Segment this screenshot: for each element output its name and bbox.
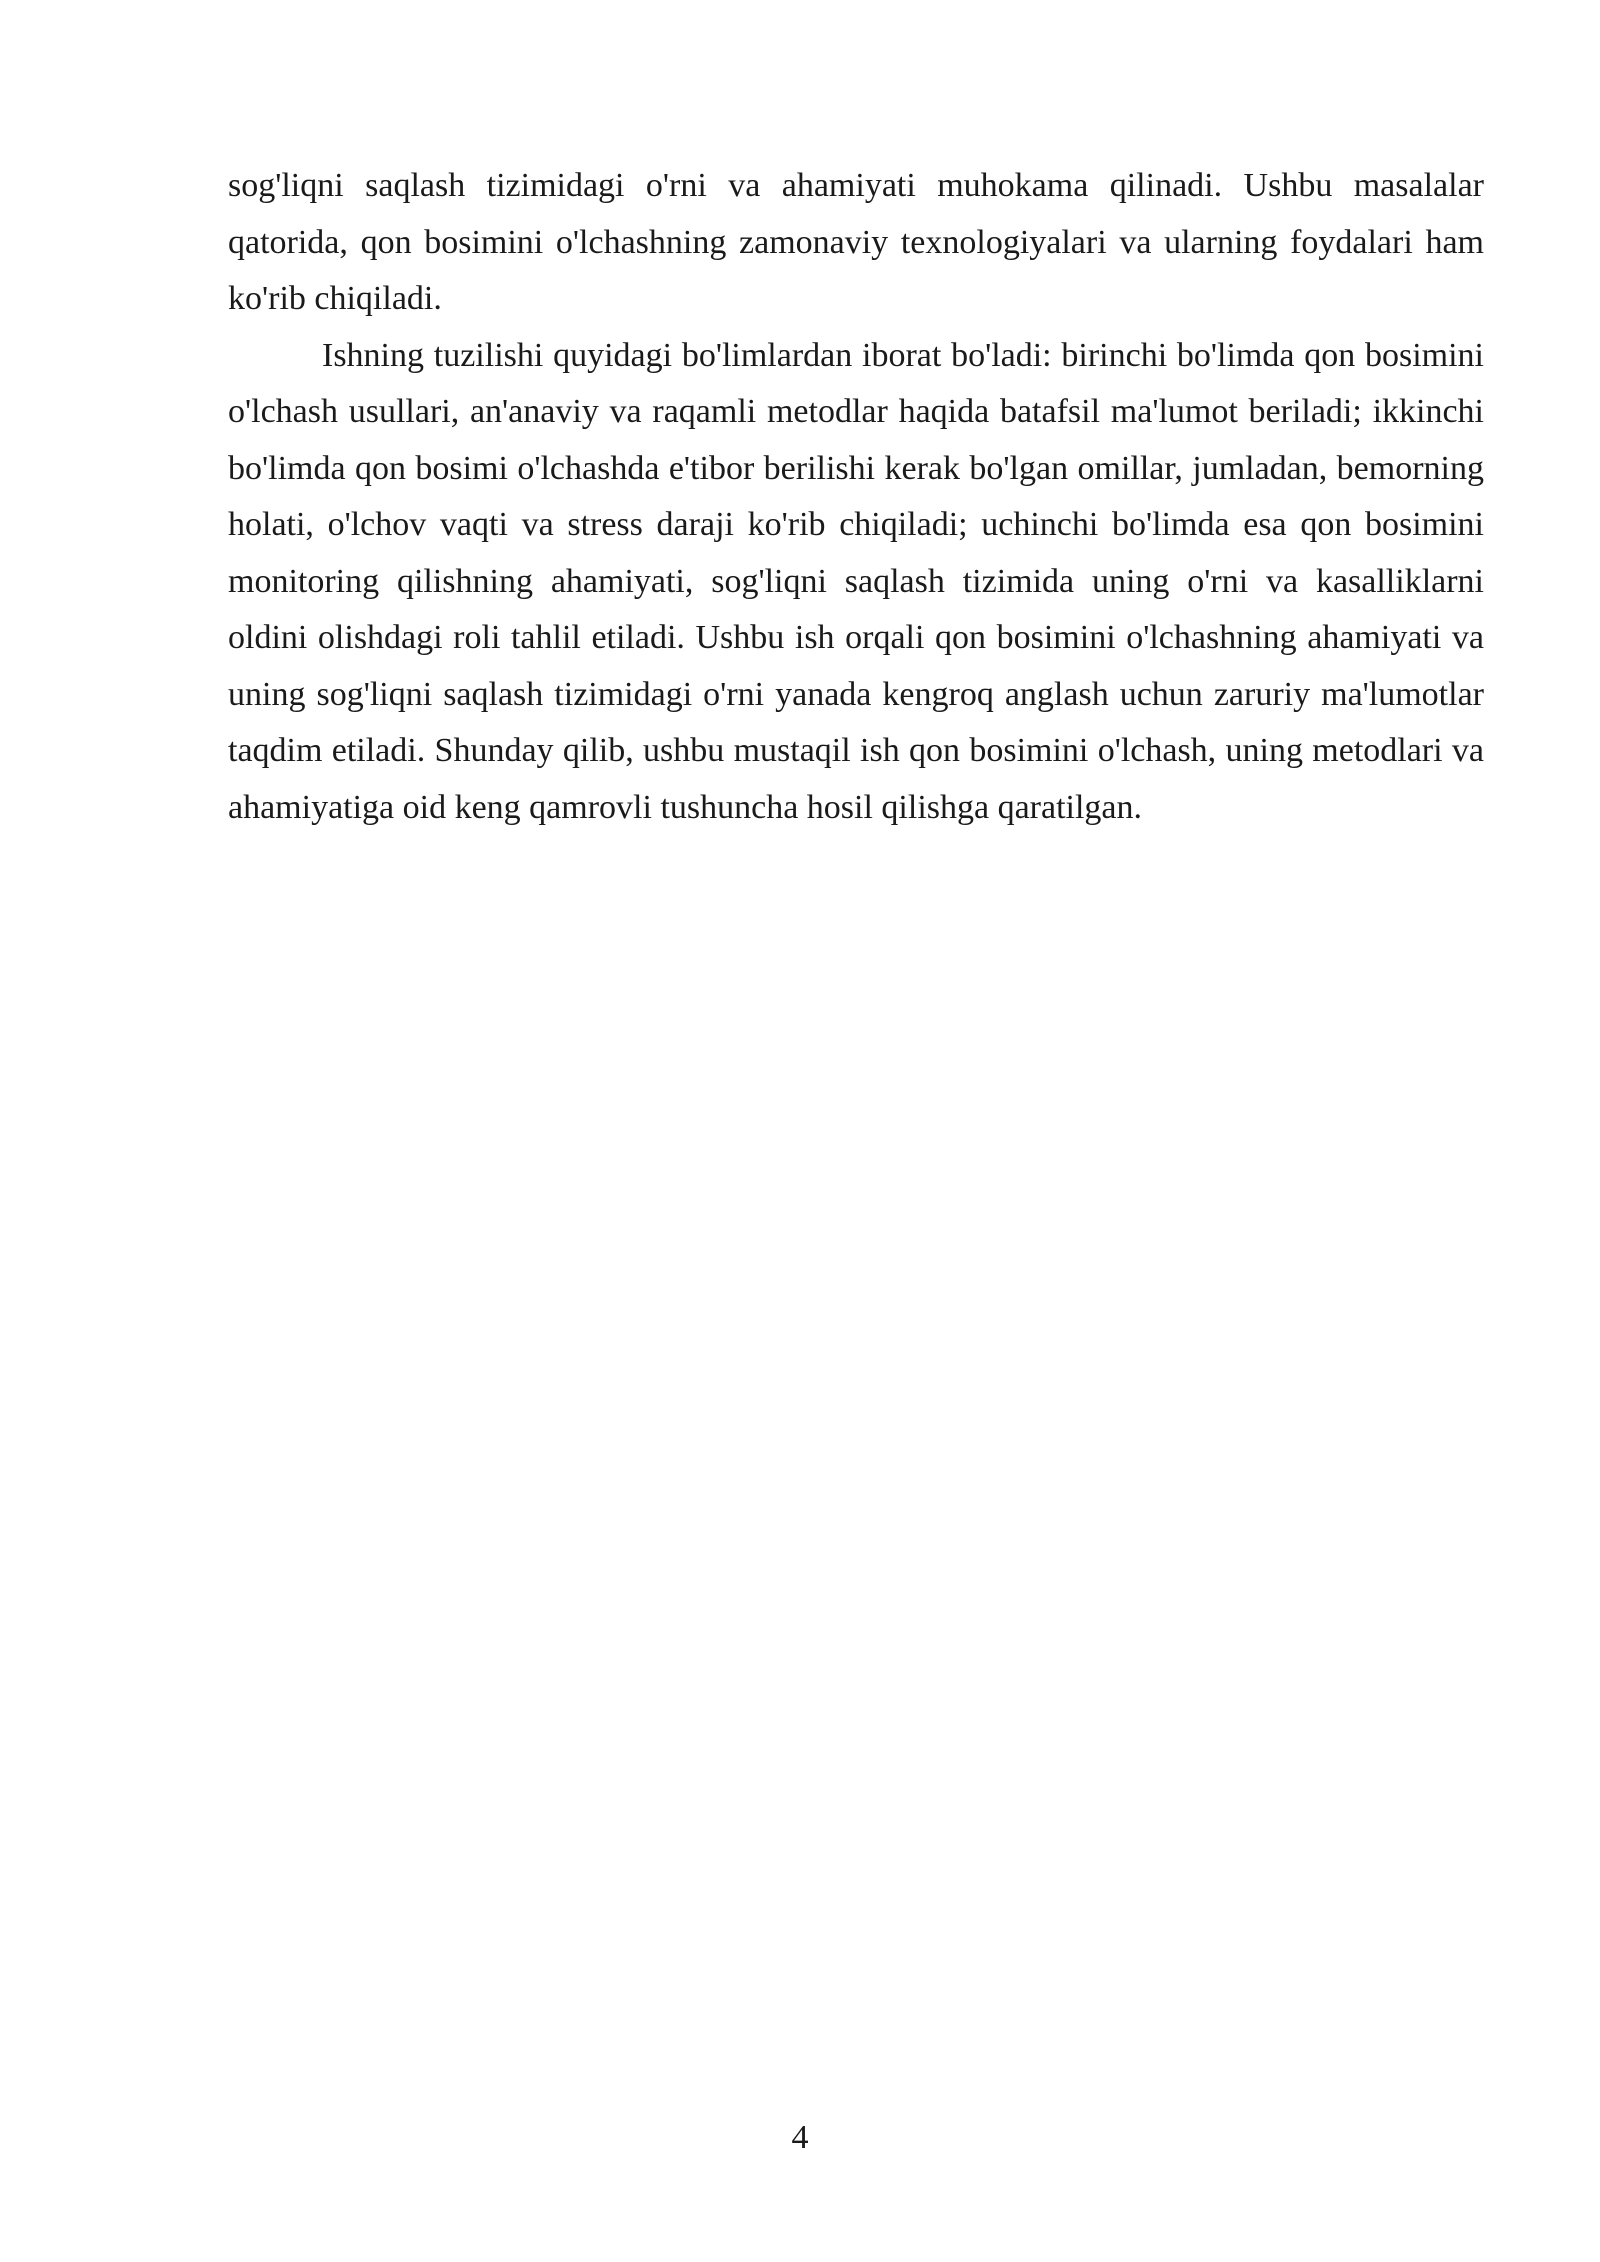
paragraph-structure: Ishning tuzilishi quyidagi bo'limlardan iborat bo'ladi: birinchi bo'limda qon bosimini o'lchash usullari, an'anaviy va raqamli metodlar haqida batafsil ma'lumot beriladi; ikkinchi bo'limda qon bosimi o'lchashda e'tibor berilishi kerak bo'lgan omillar, jumladan, bemorning holati, o'lchov vaqti va stress daraji ko'rib chiqiladi; uchinchi bo'limda esa qon bosimini monitoring qilishning ahamiyati, sog'liqni saqlash tizimida uning o'rni va kasalliklarni oldini olishdagi roli tahlil etiladi. Ushbu ish orqali qon bosimini o'lchashning ahamiyati va uning sog'liqni saqlash tizimidagi o'rni yanada kengroq anglash uchun zaruriy ma'lumotlar taqdim etiladi. Shunday qilib, ushbu mustaqil ish qon bosimini o'lchash, uning metodlari va ahamiyatiga oid keng qamrovli tushuncha hosil qilishga qaratilgan. [228, 336, 1484, 826]
paragraph-continuation: sog'liqni saqlash tizimidagi o'rni va ahamiyati muhokama qilinadi. Ushbu masalalar qatorida, qon bosimini o'lchashning zamonaviy texnologiyalari va ularning foydalari ham ko'rib chiqiladi. [228, 167, 1484, 317]
body-text [228, 158, 1484, 836]
page-number: 4 [791, 2119, 809, 2156]
